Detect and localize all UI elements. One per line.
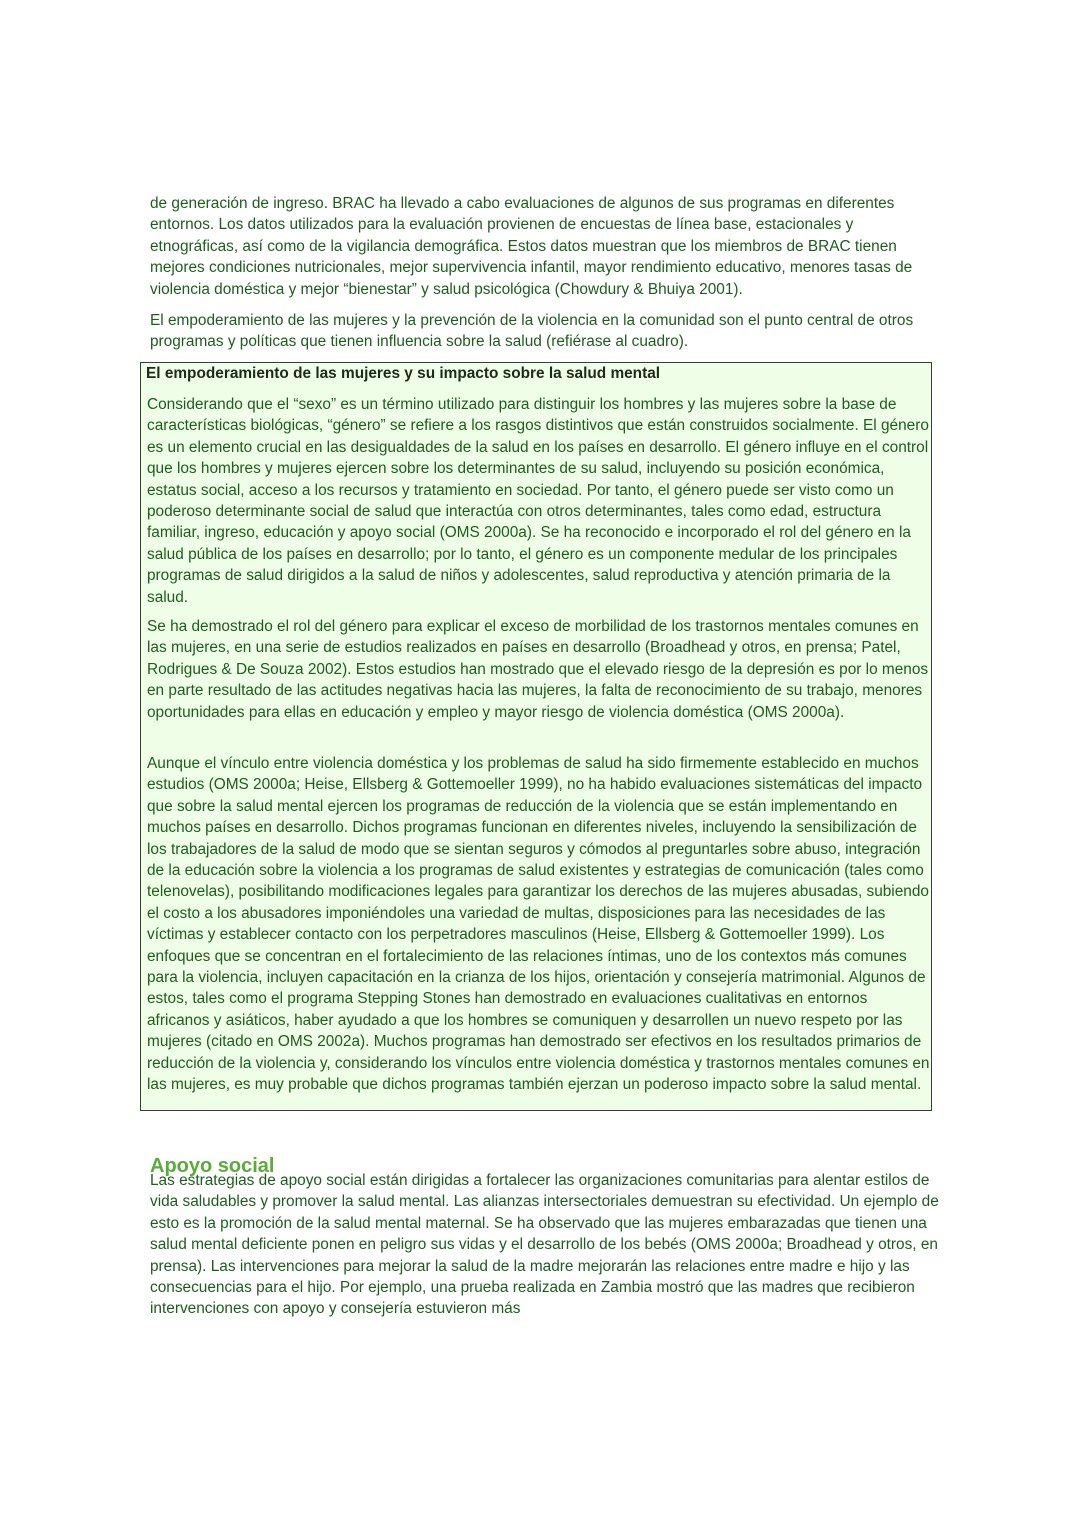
intro-paragraph-1: de generación de ingreso. BRAC ha llevado a cabo evaluaciones de algunos de sus programas en diferentes entornos. Los datos utilizados para la evaluación provienen de encuestas de línea base, estacionales y etnográficas, así como de la vigilancia demográfica. Estos datos muestran que los miembros de BRAC tienen mejores condiciones nutricionales, mejor supervivencia infantil, mayor rendimiento educativo, menores tasas de violencia doméstica y mejor “bienestar” y salud psicológica (Chowdury & Bhuiya 2001).	[150, 195, 913, 298]
box-paragraph-1: Considerando que el “sexo” es un término utilizado para distinguir los hombres y las mujeres sobre la base de características biológicas, “género” se refiere a los rasgos distintivos que están construidos socialmente. El género es un elemento crucial en las desigualdades de la salud en los países en desarrollo. El género influye en el control que los hombres y mujeres ejercen sobre los determinantes de su salud, incluyendo su posición económica, estatus social, acceso a los recursos y tratamiento en sociedad. Por tanto, el género puede ser visto como un poderoso determinante social de salud que interactúa con otros determinantes, tales como edad, estructura familiar, ingreso, educación y apoyo social (OMS 2000a). Se ha reconocido e incorporado el rol del género en la salud pública de los países en desarrollo; por lo tanto, el género es un componente medular de los principales programas de salud dirigidos a la salud de niños y adolescentes, salud reproductiva y atención primaria de la salud.	[147, 396, 929, 606]
intro-paragraph-2: El empoderamiento de las mujeres y la prevención de la violencia en la comunidad son el punto central de otros programas y políticas que tienen influencia sobre la salud (refiérase al cuadro).	[150, 312, 914, 351]
section-heading: Apoyo social	[150, 1154, 275, 1177]
box-paragraph-2: Se ha demostrado el rol del género para explicar el exceso de morbilidad de los trastornos mentales comunes en las mujeres, en una serie de estudios realizados en países en desarrollo (Broadhead y otros, en prensa; Patel, Rodrigues & De Souza 2002). Estos estudios han mostrado que el elevado riesgo de la depresión es por lo menos en parte resultado de las actitudes negativas hacia las mujeres, la falta de reconocimiento de su trabajo, menores oportunidades para ellas en educación y empleo y mayor riesgo de violencia doméstica (OMS 2000a).	[147, 618, 929, 721]
section-paragraph: Las estrategias de apoyo social están dirigidas a fortalecer las organizaciones comunitarias para alentar estilos de vida saludables y promover la salud mental. Las alianzas intersectoriales demuestran su efectividad. Un ejemplo de esto es la promoción de la salud mental maternal. Se ha observado que las mujeres embarazadas que tienen una salud mental deficiente ponen en peligro sus vidas y el desarrollo de los bebés (OMS 2000a; Broadhead y otros, en prensa). Las intervenciones para mejorar la salud de la madre mejorarán las relaciones entre madre e hijo y las consecuencias para el hijo. Por ejemplo, una prueba realizada en Zambia mostró que las madres que recibieron intervenciones con apoyo y consejería estuvieron más	[150, 1172, 939, 1318]
box-paragraph-3: Aunque el vínculo entre violencia doméstica y los problemas de salud ha sido firmemente establecido en muchos estudios (OMS 2000a; Heise, Ellsberg & Gottemoeller 1999), no ha habido evaluaciones sistemáticas del impacto que sobre la salud mental ejercen los programas de reducción de la violencia que se están implementando en muchos países en desarrollo. Dichos programas funcionan en diferentes niveles, incluyendo la sensibilización de los trabajadores de la salud de modo que se sientan seguros y cómodos al preguntarles sobre abuso, integración de la educación sobre la violencia a los programas de salud existentes y estrategias de comunicación (tales como telenovelas), posibilitando modificaciones legales para garantizar los derechos de las mujeres abusadas, subiendo el costo a los abusadores imponiéndoles una variedad de multas, disposiciones para las necesidades de las víctimas y establecer contacto con los perpetradores masculinos (Heise, Ellsberg & Gottemoeller 1999). Los enfoques que se concentran en el fortalecimiento de las relaciones íntimas, uno de los contextos más comunes para la violencia, incluyen capacitación en la crianza de los hijos, orientación y consejería matrimonial. Algunos de estos, tales como el programa Stepping Stones han demostrado en evaluaciones cualitativas en entornos africanos y asiáticos, haber ayudado a que los hombres se comuniquen y desarrollen un nuevo respeto por las mujeres (citado en OMS 2002a). Muchos programas han demostrado ser efectivos en los resultados primarios de reducción de la violencia y, considerando los vínculos entre violencia doméstica y trastornos mentales comunes en las mujeres, es muy probable que dichos programas también ejerzan un poderoso impacto sobre la salud mental.	[147, 755, 930, 1094]
box-title: El empoderamiento de las mujeres y su impacto sobre la salud mental	[146, 365, 661, 382]
